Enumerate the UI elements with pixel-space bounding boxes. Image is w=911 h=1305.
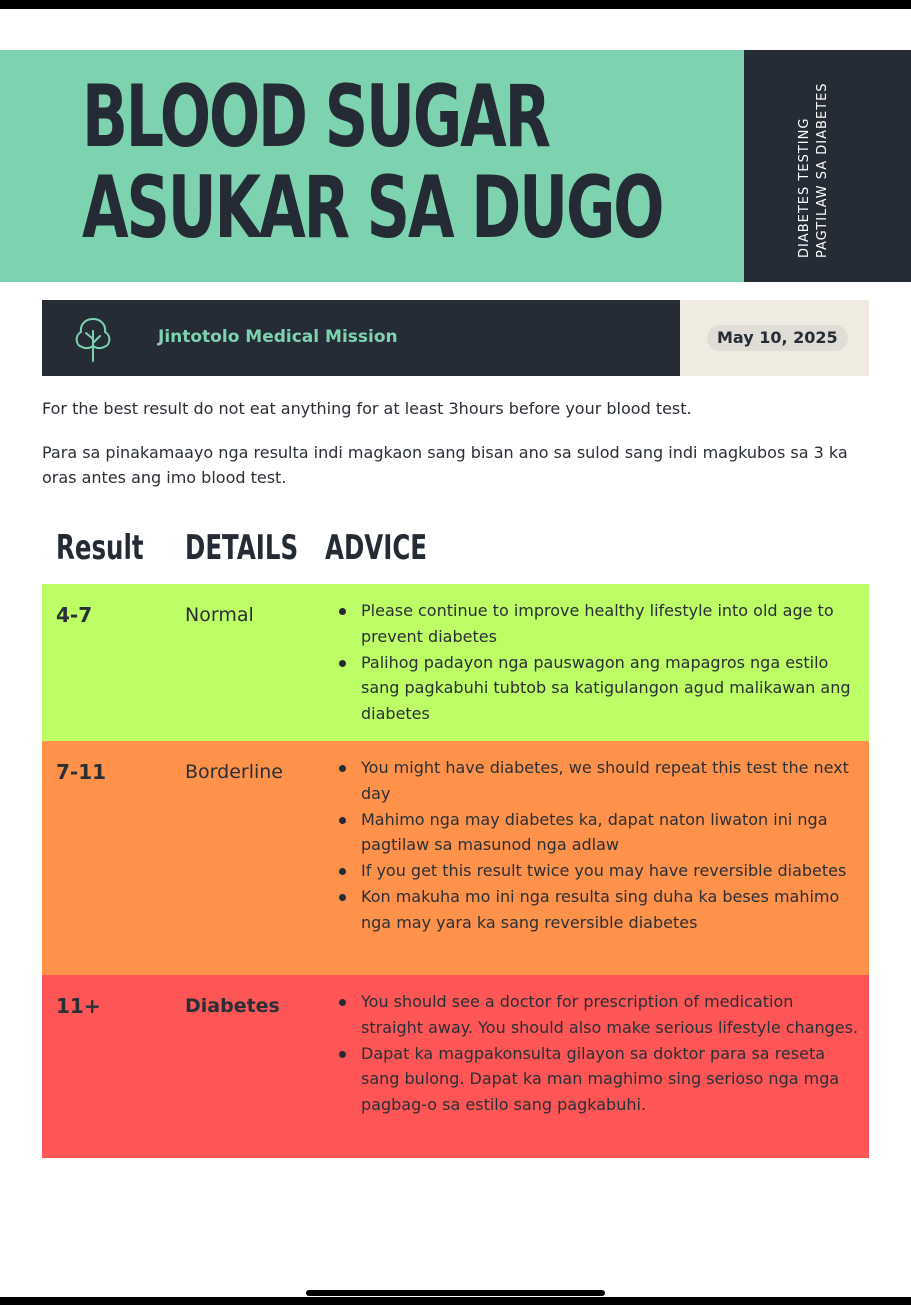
result-details: Borderline <box>185 761 283 783</box>
top-status-bar <box>0 0 911 9</box>
tree-icon <box>70 315 116 363</box>
advice-list <box>335 598 860 727</box>
side-line-1: DIABETES TESTING <box>797 117 812 258</box>
table-row-diabetes <box>42 975 869 1158</box>
home-indicator[interactable] <box>306 1290 605 1296</box>
advice-list <box>335 989 860 1118</box>
result-range: 4-7 <box>56 603 93 627</box>
header-advice: ADVICE <box>325 528 428 568</box>
side-panel-text <box>796 82 832 258</box>
title-line-2: ASUKAR SA DUGO <box>82 158 663 258</box>
bottom-bar <box>0 1297 911 1305</box>
advice-item: Mahimo nga may diabetes ka, dapat naton liwaton ini nga pagtilaw sa masunod nga adlaw <box>335 807 860 859</box>
page-title <box>82 67 663 258</box>
advice-item: Palihog padayon nga pauswagon ang mapagros nga estilo sang pagkabuhi tubtob sa katigulangon agud malikawan ang diabetes <box>335 650 860 727</box>
header-details: DETAILS <box>185 528 299 568</box>
advice-item: Please continue to improve healthy lifestyle into old age to prevent diabetes <box>335 598 860 650</box>
table-row-normal <box>42 584 869 741</box>
advice-item: If you get this result twice you may have reversible diabetes <box>335 858 860 884</box>
title-line-1: BLOOD SUGAR <box>82 67 549 167</box>
header-result: Result <box>56 528 144 568</box>
table-row-borderline <box>42 741 869 975</box>
advice-list <box>335 755 860 936</box>
date-badge: May 10, 2025 <box>707 325 848 351</box>
advice-item: Dapat ka magpakonsulta gilayon sa doktor para sa reseta sang bulong. Dapat ka man maghimo sing serioso nga mga pagbag-o sa estilo sang pagkabuhi. <box>335 1041 860 1118</box>
organization-name: Jintotolo Medical Mission <box>158 327 398 347</box>
advice-item: You might have diabetes, we should repeat this test the next day <box>335 755 860 807</box>
intro-hiligaynon: Para sa pinakamaayo nga resulta indi magkaon sang bisan ano sa sulod sang indi magkubos sa 3 ka oras antes ang imo blood test. <box>42 443 848 487</box>
side-line-2: PAGTILAW SA DIABETES <box>815 82 830 258</box>
result-range: 7-11 <box>56 760 107 784</box>
advice-item: Kon makuha mo ini nga resulta sing duha ka beses mahimo nga may yara ka sang reversible diabetes <box>335 884 860 936</box>
result-range: 11+ <box>56 994 101 1018</box>
result-details: Diabetes <box>185 995 280 1017</box>
advice-item: You should see a doctor for prescription of medication straight away. You should also make serious lifestyle changes. <box>335 989 860 1041</box>
result-details: Normal <box>185 604 254 626</box>
intro-english: For the best result do not eat anything for at least 3hours before your blood test. <box>42 399 692 418</box>
